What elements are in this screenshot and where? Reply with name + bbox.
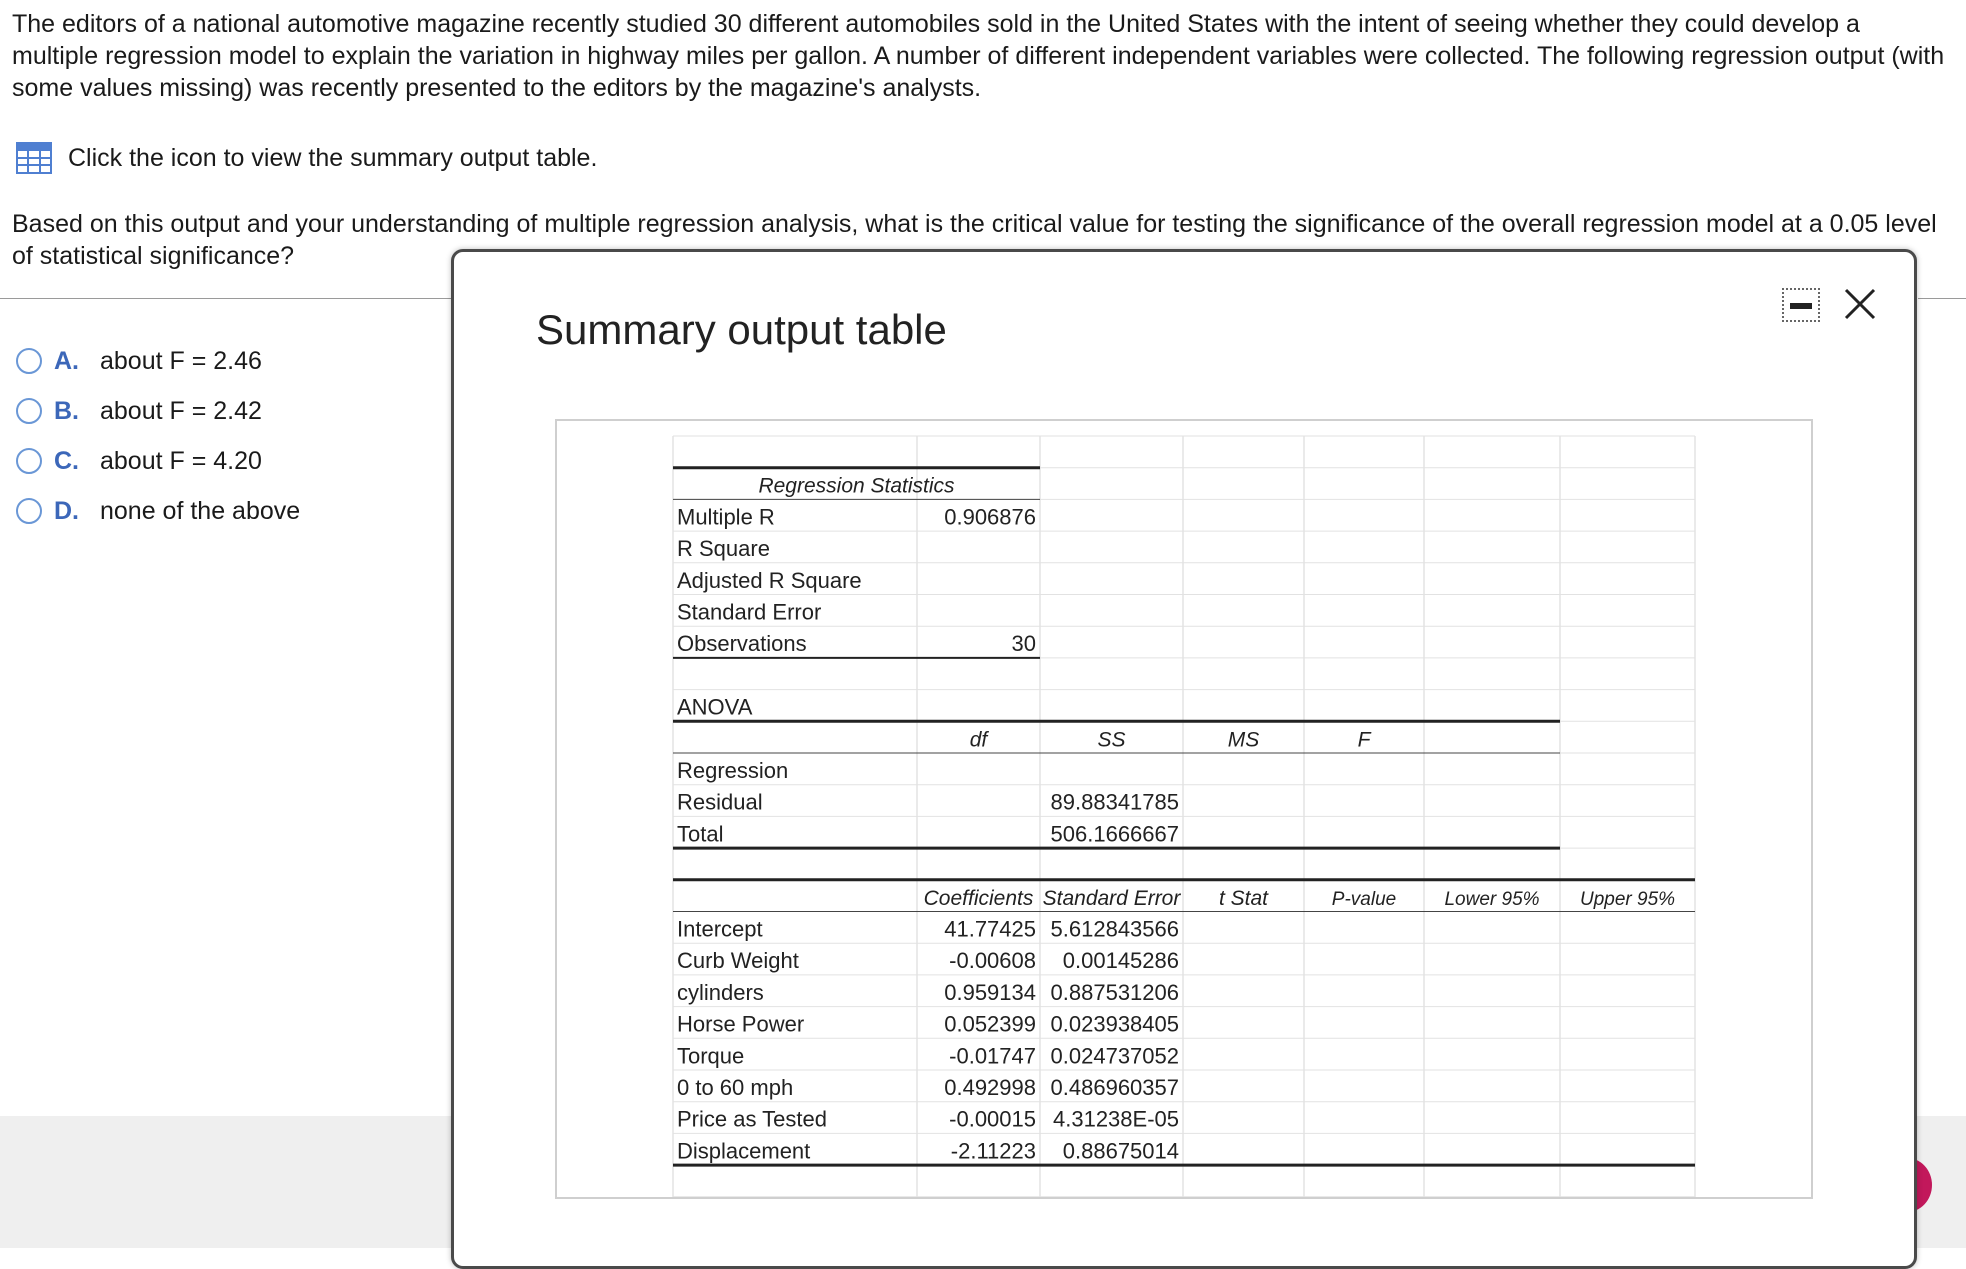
modal-title: Summary output table	[536, 306, 947, 353]
table-grid-icon[interactable]	[16, 142, 52, 174]
problem-intro-text: The editors of a national automotive magazine recently studied 30 different automobiles sold in the United States with the intent of seeing whether they could develop a multiple regression model to explain the variation in highway miles per gallon. A number of different independent variables were collected. The following regression output (with some values missing) was recently presented to the editors by the magazine's analysts.	[12, 10, 1945, 102]
option-letter: A.	[54, 346, 79, 375]
anova-row-label: Total	[677, 821, 724, 847]
coef-value: -0.00608	[949, 948, 1036, 974]
table-gridlines	[673, 436, 1695, 1197]
reg-stat-label: Multiple R	[677, 504, 775, 530]
anova-row-label: Regression	[677, 758, 789, 783]
coef-row-label: Curb Weight	[677, 948, 799, 974]
reg-stat-value: 30	[1011, 631, 1036, 657]
coef-row-label: Displacement	[677, 1138, 811, 1164]
reg-stat-label: R Square	[677, 536, 770, 562]
view-table-link[interactable]	[16, 142, 597, 174]
minimize-icon	[1790, 303, 1812, 309]
option-text: about F = 4.20	[100, 446, 262, 475]
option-letter: C.	[54, 446, 79, 475]
view-table-link-label[interactable]: Click the icon to view the summary output table.	[68, 143, 598, 172]
option-letter: B.	[54, 396, 79, 425]
option-letter: D.	[54, 496, 79, 525]
coef-header-coefficients: Coefficients	[923, 886, 1034, 910]
anova-label: ANOVA	[677, 694, 753, 720]
coef-value: -2.11223	[950, 1138, 1036, 1164]
coef-header-upper-95: Upper 95%	[1579, 888, 1676, 910]
coef-row-label: Intercept	[677, 916, 763, 942]
coef-row-label: Price as Tested	[677, 1106, 828, 1132]
coef-value: 0.052399	[944, 1011, 1036, 1037]
summary-output-modal	[451, 249, 1917, 1269]
radio-button[interactable]	[16, 498, 42, 524]
coef-value: -0.00015	[949, 1106, 1036, 1132]
question-text: Based on this output and your understanding of multiple regression analysis, what is the critical value for testing the significance of the overall regression model at a 0.05 level of statistical significance?	[12, 210, 1937, 270]
std-error-value: 0.486960357	[1050, 1075, 1179, 1100]
std-error-value: 0.024737052	[1050, 1043, 1179, 1069]
answer-options	[16, 336, 300, 536]
coef-header-p-value: P-value	[1331, 888, 1397, 910]
coef-row-label: cylinders	[677, 979, 764, 1005]
std-error-value: 4.31238E-05	[1053, 1106, 1179, 1132]
std-error-value: 0.887531206	[1050, 979, 1179, 1005]
reg-stat-label: Observations	[677, 631, 807, 657]
anova-header-df: df	[969, 728, 988, 752]
anova-row-label: Residual	[677, 789, 763, 815]
minimize-button[interactable]	[1782, 288, 1820, 322]
anova-header-ss: SS	[1097, 728, 1126, 752]
summary-table-image	[555, 419, 1813, 1199]
coef-row-label: Horse Power	[677, 1011, 805, 1037]
summary-output-table	[557, 421, 1811, 1197]
coef-row-label: 0 to 60 mph	[677, 1075, 794, 1100]
option-text: about F = 2.46	[100, 346, 262, 375]
coef-value: -0.01747	[949, 1043, 1036, 1069]
coef-value: 0.492998	[944, 1075, 1036, 1100]
radio-button[interactable]	[16, 448, 42, 474]
anova-ss-value: 89.88341785	[1050, 789, 1179, 815]
coef-header-standard-error: Standard Error	[1042, 886, 1181, 910]
option-c[interactable]	[16, 436, 300, 486]
option-a[interactable]	[16, 336, 300, 386]
option-text: about F = 2.42	[100, 396, 262, 425]
std-error-value: 0.88675014	[1062, 1138, 1179, 1164]
coef-row-label: Torque	[677, 1043, 745, 1069]
std-error-value: 0.023938405	[1050, 1011, 1179, 1037]
coef-value: 41.77425	[944, 916, 1036, 942]
divider	[1918, 298, 1966, 299]
std-error-value: 5.612843566	[1050, 916, 1179, 942]
reg-stat-label: Standard Error	[677, 599, 822, 625]
anova-header-ms: MS	[1227, 728, 1260, 752]
anova-header-f: F	[1357, 728, 1371, 752]
coef-value: 0.959134	[944, 979, 1036, 1005]
option-text: none of the above	[100, 496, 301, 525]
close-icon[interactable]	[1838, 282, 1882, 326]
anova-ss-value: 506.1666667	[1050, 821, 1179, 847]
reg-stat-value: 0.906876	[944, 504, 1036, 530]
option-d[interactable]	[16, 486, 300, 536]
option-b[interactable]	[16, 386, 300, 436]
coef-header-lower-95: Lower 95%	[1444, 888, 1540, 910]
radio-button[interactable]	[16, 398, 42, 424]
coef-header-t-stat: t Stat	[1218, 886, 1269, 910]
std-error-value: 0.00145286	[1062, 948, 1179, 974]
reg-stat-label: Adjusted R Square	[677, 567, 862, 593]
reg-stats-header: Regression Statistics	[758, 474, 955, 498]
radio-button[interactable]	[16, 348, 42, 374]
divider	[0, 298, 452, 299]
